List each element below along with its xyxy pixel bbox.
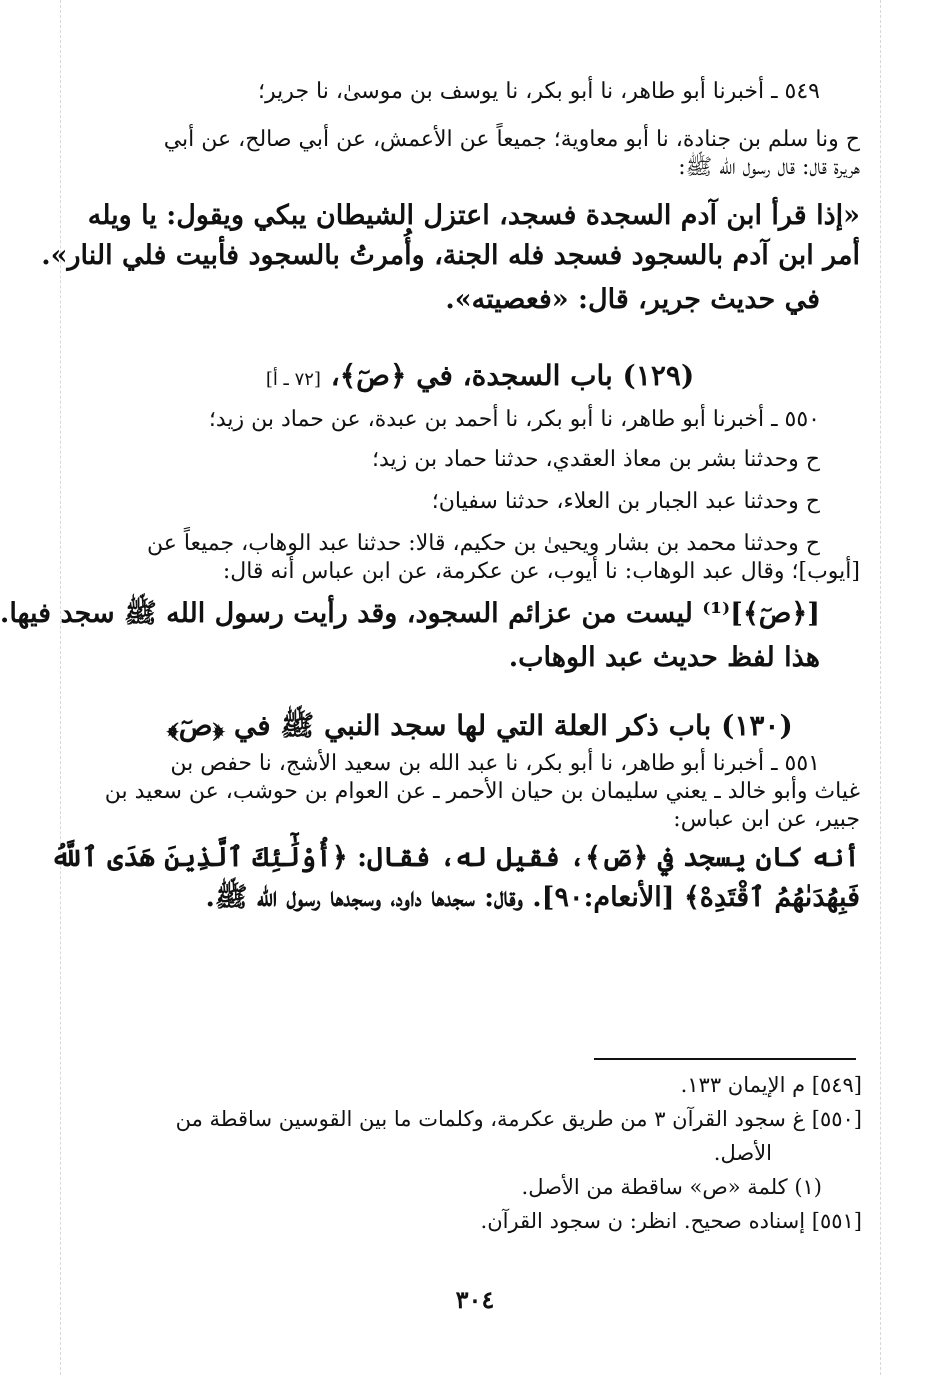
matn-note: في حديث جرير، قال: «فعصيته». [445,284,820,315]
isnad-line: جبير، عن ابن عباس: [673,807,860,832]
isnad-line: هريرة قال: قال رسول الله ﷺ: [678,155,860,180]
hadith-551 [50,750,860,918]
footnotes [100,1068,862,1238]
footnote-divider [594,1058,856,1060]
isnad-line: ٥٤٩ ـ أخبرنا أبو طاهر، نا أبو بكر، نا يوسف بن موسىٰ، نا جرير؛ [258,79,820,104]
isnad-line: غياث وأبو خالد ـ يعني سليمان بن حيان الأحمر ـ عن العوام بن حوشب، عن سعيد بن [104,779,860,804]
hadith-549 [41,78,860,320]
isnad-line: ح ونا سلم بن جنادة، نا أبو معاوية؛ جميعاً عن الأعمش، عن أبي صالح، عن أبي [163,127,860,152]
matn-line: [﴿صٓ﴾]⁽¹⁾ ليست من عزائم السجود، وقد رأيت رسول الله ﷺ سجد فيها. [0,598,820,629]
page-content [0,70,860,918]
footnote-line: [٥٥٠] غ سجود القرآن ٣ من طريق عكرمة، وكلمات ما بين القوسين ساقطة من [175,1107,862,1131]
chapter-title: (١٣٠) باب ذكر العلة التي لها سجد النبي ﷺ في ﴿صٓ﴾ [167,709,793,742]
chapter-heading-129 [100,354,860,402]
footnote-line: (١) كلمة «ص» ساقطة من الأصل. [521,1175,822,1199]
isnad-line: ح وحدثنا بشر بن معاذ العقدي، حدثنا حماد بن زيد؛ [371,447,820,472]
isnad-line: ٥٥٠ ـ أخبرنا أبو طاهر، نا أبو بكر، نا أحمد بن عبدة، عن حماد بن زيد؛ [208,407,820,432]
footnote-line: [٥٥١] إسناده صحيح. انظر: ن سجود القرآن. [480,1209,862,1233]
matn-note: هذا لفظ حديث عبد الوهاب. [508,642,820,673]
isnad-line: ح وحدثنا عبد الجبار بن العلاء، حدثنا سفيان؛ [431,489,820,514]
matn-line: «إذا قرأ ابن آدم السجدة فسجد، اعتزل الشيطان يبكي ويقول: يا ويله [87,200,860,231]
chapter-heading-130 [100,704,860,748]
page-number: ٣٠٤ [455,1285,495,1314]
folio-ref: [٧٢ ـ أ] [265,369,321,390]
footnote-line: الأصل. [713,1141,772,1165]
isnad-line: ح وحدثنا محمد بن بشار ويحيىٰ بن حكيم، قالا: حدثنا عبد الوهاب، جميعاً عن [146,531,820,556]
matn-line: أمر ابن آدم بالسجود فسجد فله الجنة، وأُمرتُ بالسجود فأبيت فلي النار». [41,240,860,271]
chapter-title: (١٢٩) باب السجدة، في ﴿صٓ﴾، [330,359,695,392]
isnad-line: ٥٥١ ـ أخبرنا أبو طاهر، نا أبو بكر، نا عبد الله بن سعيد الأشج، نا حفص بن [170,751,820,776]
matn-line: أنه كان يسجد في ﴿صٓ﴾، فقيل له، فقال: ﴿أُوْلَٰٓئِكَ ٱلَّذِينَ هَدَى ٱللَّهُ [50,842,860,873]
matn-line: فَبِهُدَىٰهُمُ ٱقْتَدِهْ﴾ [الأنعام:٩٠]. وقال: سجدها داود، وسجدها رسول الله ﷺ. [205,882,860,913]
hadith-550 [0,406,860,678]
footnote-line: [٥٤٩] م الإيمان ١٣٣. [680,1073,862,1097]
isnad-line: [أيوب]؛ وقال عبد الوهاب: نا أيوب، عن عكرمة، عن ابن عباس أنه قال: [222,559,860,584]
